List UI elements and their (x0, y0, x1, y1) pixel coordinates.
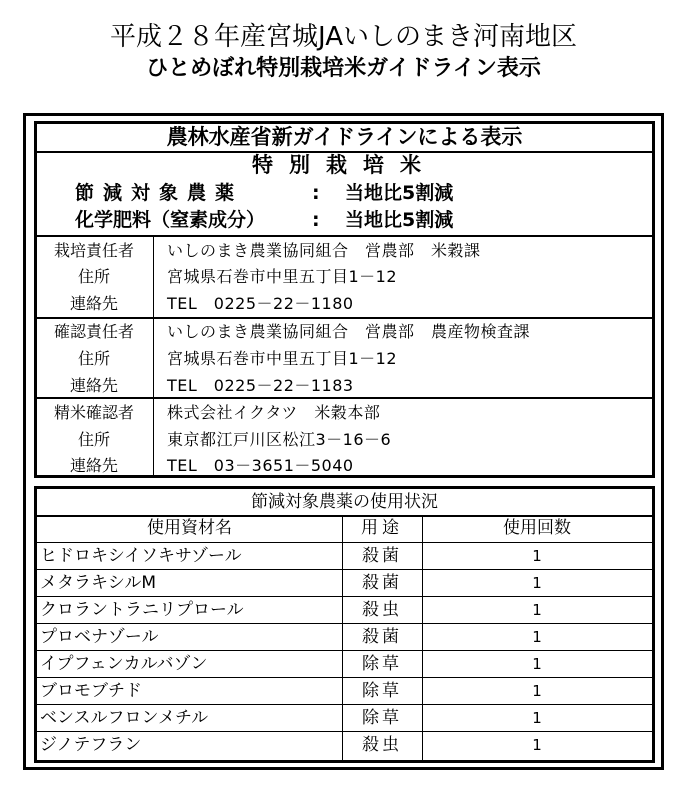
verifier-address: 宮城県石巻市中里五丁目1－12 (167, 349, 398, 368)
column-header-use: 用途 (361, 518, 403, 538)
table-row (37, 569, 652, 597)
verifier-phone: TEL 0225－22－1183 (167, 376, 354, 395)
grower-label: 栽培責任者 (53, 241, 134, 260)
document-title: 平成２８年産宮城JAいしのまき河南地区 (110, 22, 577, 52)
guideline-heading: 農林水産省新ガイドラインによる表示 (37, 124, 652, 153)
miller-phone-label: 連絡先 (69, 456, 118, 475)
verifier-phone-label: 連絡先 (69, 376, 118, 395)
pesticide-usage-table (34, 486, 655, 763)
reduction-label: 化学肥料（窒素成分） (75, 209, 266, 231)
table-row (37, 650, 652, 678)
column-header-material: 使用資材名 (147, 518, 232, 538)
grower-address-label: 住所 (77, 267, 110, 286)
material-name: ジノテフラン (40, 735, 142, 755)
reduction-colon: : (312, 182, 320, 204)
material-use: 殺虫 (362, 600, 402, 620)
product-category: 特別栽培米 (252, 153, 437, 177)
reduction-label: 節減対象農薬 (75, 182, 244, 204)
material-use: 殺虫 (362, 735, 402, 755)
reduction-value: 当地比5割減 (345, 182, 454, 204)
grower-name: いしのまき農業協同組合 営農部 米穀課 (167, 241, 481, 260)
reduction-colon: : (312, 209, 320, 231)
material-name: クロラントラニリプロール (40, 600, 244, 620)
material-name: イプフェンカルバゾン (40, 654, 208, 674)
material-name: プロベナゾール (40, 627, 159, 647)
contact-column-divider (153, 236, 154, 475)
miller-name: 株式会社イクタツ 米穀本部 (167, 403, 381, 422)
material-count: 1 (532, 628, 542, 646)
material-count: 1 (532, 682, 542, 700)
table-heading: 節減対象農薬の使用状況 (37, 489, 652, 517)
reduction-value: 当地比5割減 (345, 209, 454, 231)
material-count: 1 (532, 655, 542, 673)
miller-phone: TEL 03－3651－5040 (167, 456, 354, 475)
table-row (37, 596, 652, 624)
miller-address-label: 住所 (77, 430, 110, 449)
reduction-row-fertilizer (37, 207, 652, 234)
verifier-name: いしのまき農業協同組合 営農部 農産物検査課 (167, 322, 531, 341)
grower-phone: TEL 0225－22－1180 (167, 294, 354, 313)
guideline-box (34, 121, 655, 478)
material-use: 殺菌 (362, 546, 402, 566)
material-count: 1 (532, 601, 542, 619)
material-use: 除草 (362, 654, 402, 674)
miller-label: 精米確認者 (53, 403, 134, 422)
material-count: 1 (532, 736, 542, 754)
document-subtitle: ひとめぼれ特別栽培米ガイドライン表示 (146, 56, 541, 81)
reduction-row-pesticide (37, 180, 652, 207)
table-row (37, 623, 652, 651)
material-use: 除草 (362, 708, 402, 728)
material-count: 1 (532, 574, 542, 592)
material-use: 除草 (362, 681, 402, 701)
material-name: ブロモブチド (40, 681, 142, 701)
table-row (37, 731, 652, 759)
grower-address: 宮城県石巻市中里五丁目1－12 (167, 267, 398, 286)
miller-address: 東京都江戸川区松江3－16－6 (167, 430, 392, 449)
verifier-address-label: 住所 (77, 349, 110, 368)
table-row (37, 542, 652, 570)
table-row (37, 704, 652, 732)
material-name: ヒドロキシイソキサゾール (40, 546, 242, 566)
material-count: 1 (532, 547, 542, 565)
verifier-label: 確認責任者 (53, 322, 134, 341)
table-row (37, 677, 652, 705)
material-name: ベンスルフロンメチル (40, 708, 209, 728)
material-count: 1 (532, 709, 542, 727)
grower-phone-label: 連絡先 (69, 294, 118, 313)
column-header-count: 使用回数 (503, 518, 571, 538)
material-use: 殺菌 (362, 627, 402, 647)
material-name: メタラキシルM (40, 573, 157, 593)
material-use: 殺菌 (362, 573, 402, 593)
